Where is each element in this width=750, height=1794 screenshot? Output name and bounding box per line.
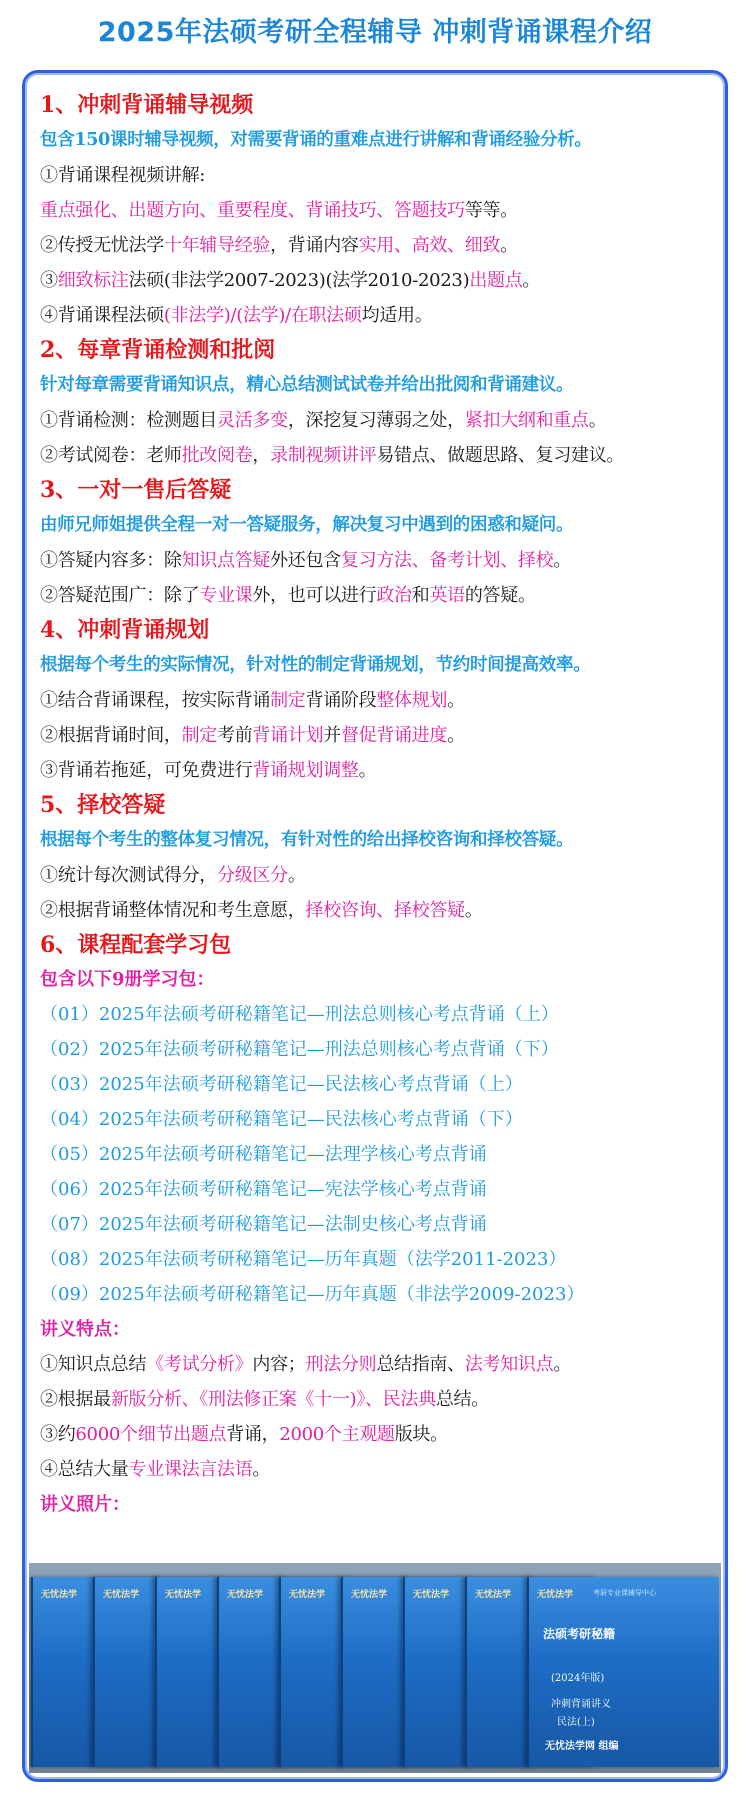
cover-logo: 无忧法学 [103, 1590, 140, 1600]
highlight-text: 知识点答疑 [181, 550, 271, 571]
line-text: 。 [464, 900, 483, 921]
highlight-text: 灵活多变 [217, 410, 288, 431]
line-text: 内容； [252, 1354, 306, 1375]
section-subtitle: 包含150课时辅导视频，对需要背诵的重难点进行讲解和背诵经验分析。 [40, 130, 592, 150]
line-text: 并 [323, 725, 341, 746]
section-line [40, 193, 730, 228]
line-text: 等等。 [464, 200, 518, 221]
line-text: 和 [411, 585, 430, 606]
highlight-text: 细致标注 [57, 270, 129, 291]
line-text: ①背诵检测：检测题目 [40, 410, 217, 431]
section-line [40, 893, 730, 928]
line-text: ③约 [40, 1424, 76, 1445]
highlight-text: 督促背诵进度 [340, 725, 448, 746]
section-title: 3、一对一售后答疑 [40, 477, 232, 503]
section-title: 4、冲刺背诵规划 [40, 617, 210, 643]
section-line [40, 543, 730, 578]
line-text: 。 [553, 550, 572, 571]
section-subtitle: 根据每个考生的实际情况，针对性的制定背诵规划，节约时间提高效率。 [40, 655, 591, 675]
section-line [40, 403, 730, 438]
section-title: 5、择校答疑 [40, 792, 166, 818]
highlight-text: 分级区分 [217, 865, 288, 886]
line-text: ②答疑范围广：除了 [40, 585, 200, 606]
book-item: （04）2025年法硕考研秘籍笔记—民法核心考点背诵（下） [40, 1109, 523, 1130]
line-text: ④背诵课程法硕 [40, 305, 164, 326]
highlight-text: 整体规划 [376, 690, 448, 711]
package-intro: 包含以下9册学习包： [40, 969, 215, 990]
feature-line [40, 1347, 730, 1382]
book-item: （03）2025年法硕考研秘籍笔记—民法核心考点背诵（上） [40, 1074, 523, 1095]
line-text: 考前 [217, 725, 253, 746]
section-line [40, 228, 730, 263]
highlight-text: 批改阅卷 [181, 445, 253, 466]
book-item: （08）2025年法硕考研秘籍笔记—历年真题（法学2011-2023） [40, 1249, 567, 1270]
line-text: ③背诵若拖延，可免费进行 [40, 760, 253, 781]
line-text: 总结。 [435, 1389, 489, 1410]
line-text: 版块。 [394, 1424, 448, 1445]
line-text: 外，也可以进行 [252, 585, 377, 606]
page-title: 2025年法硕考研全程辅导 冲刺背诵课程介绍 [97, 17, 653, 48]
line-text: 。 [358, 760, 377, 781]
highlight-text: (非法学)/(法学)/在职法硕 [163, 305, 362, 326]
cover-volume: 民法(上) [557, 1717, 595, 1728]
cover-logo: 无忧法学 [41, 1590, 78, 1600]
cover-logo: 无忧法学 [227, 1590, 264, 1600]
highlight-text: 紧扣大纲和重点 [464, 410, 589, 431]
line-text: 。 [447, 690, 465, 711]
section-title: 2、每章背诵检测和批阅 [40, 337, 276, 363]
line-text: 。 [252, 1459, 271, 1480]
cover-edition: (2024年版) [551, 1673, 605, 1684]
handout-photo [29, 1563, 721, 1773]
section-line [40, 298, 730, 333]
line-text: 的答疑。 [464, 585, 536, 606]
cover-title: 法硕考研秘籍 [543, 1627, 616, 1641]
highlight-text: 刑法分则 [305, 1354, 377, 1375]
line-text: ④总结大量 [40, 1459, 129, 1480]
line-text: 。 [522, 270, 541, 291]
line-text: 背诵阶段 [305, 690, 377, 711]
photo-title: 讲义照片： [40, 1494, 130, 1515]
section-title: 6、课程配套学习包 [40, 932, 232, 958]
line-text: 法硕(非法学2007-2023)(法学2010-2023) [128, 270, 470, 291]
section-line [40, 438, 730, 473]
line-text: ②考试阅卷：老师 [40, 445, 182, 466]
highlight-text: 6000个细节出题点 [75, 1424, 227, 1445]
line-text: 。 [500, 235, 518, 256]
cover-logo: 无忧法学 [165, 1590, 202, 1600]
book-item: （07）2025年法硕考研秘籍笔记—法制史核心考点背诵 [40, 1214, 487, 1235]
highlight-text: 出题点 [469, 270, 523, 291]
feature-line [40, 1382, 730, 1417]
line-text: 背诵， [226, 1424, 280, 1445]
line-text: 。 [287, 865, 306, 886]
content [40, 88, 730, 1522]
line-text: ， [252, 445, 271, 466]
section-line [40, 858, 730, 893]
highlight-text: 制定 [270, 690, 306, 711]
line-text: 外还包含 [270, 550, 341, 571]
highlight-text: 背诵计划 [252, 725, 324, 746]
section-title: 1、冲刺背诵辅导视频 [40, 92, 254, 118]
highlight-text: 法考知识点 [464, 1354, 554, 1375]
line-text: ①知识点总结 [40, 1354, 147, 1375]
highlight-text: 新版分析、《刑法修正案《十一)》、民法典 [110, 1389, 436, 1410]
line-text: 。 [447, 725, 465, 746]
section-line [40, 263, 730, 298]
book-cover [527, 1577, 719, 1767]
cover-logo: 无忧法学 [537, 1590, 574, 1600]
cover-org: 考研专业课辅导中心 [593, 1589, 656, 1597]
cover-logo: 无忧法学 [289, 1590, 326, 1600]
line-text: ，深挖复习薄弱之处， [287, 410, 465, 431]
line-text: ②根据背诵时间， [40, 725, 182, 746]
highlight-text: 重点强化、出题方向、重要程度、背诵技巧、答题技巧 [40, 200, 465, 221]
highlight-text: 背诵规划调整 [252, 760, 359, 781]
section-line [40, 578, 730, 613]
section-line [40, 718, 730, 753]
highlight-text: 政治 [376, 585, 412, 606]
line-text: ①统计每次测试得分， [40, 865, 217, 886]
line-text: ①背诵课程视频讲解: [40, 165, 206, 186]
highlight-text: 择校咨询、择校答疑 [305, 900, 465, 921]
highlight-text: 专业课 [199, 585, 253, 606]
book-item: （06）2025年法硕考研秘籍笔记—宪法学核心考点背诵 [40, 1179, 487, 1200]
highlight-text: 实用、高效、细致 [358, 235, 501, 256]
line-text: 总结指南、 [376, 1354, 465, 1375]
line-text: ③ [40, 270, 58, 291]
highlight-text: 专业课法言法语 [128, 1459, 253, 1480]
line-text: 均适用。 [361, 305, 433, 326]
book-item: （05）2025年法硕考研秘籍笔记—法理学核心考点背诵 [40, 1144, 487, 1165]
cover-logo: 无忧法学 [475, 1590, 512, 1600]
section-subtitle: 由师兄师姐提供全程一对一答疑服务，解决复习中遇到的困惑和疑问。 [40, 515, 574, 535]
cover-subtitle: 冲刺背诵讲义 [551, 1699, 611, 1710]
section-line [40, 753, 730, 788]
highlight-text: 2000个主观题 [279, 1424, 395, 1445]
book-item: （02）2025年法硕考研秘籍笔记—刑法总则核心考点背诵（下） [40, 1039, 559, 1060]
line-text: ①结合背诵课程，按实际背诵 [40, 690, 271, 711]
book-item: （09）2025年法硕考研秘籍笔记—历年真题（非法学2009-2023） [40, 1284, 585, 1305]
cover-logo: 无忧法学 [413, 1590, 450, 1600]
section-subtitle: 根据每个考生的整体复习情况，有针对性的给出择校咨询和择校答疑。 [40, 830, 574, 850]
feature-line [40, 1452, 730, 1487]
line-text: 易错点、做题思路、复习建议。 [376, 445, 625, 466]
feature-line [40, 1417, 730, 1452]
section-line [40, 683, 730, 718]
line-text: 。 [553, 1354, 572, 1375]
highlight-text: 制定 [181, 725, 218, 746]
line-text: ②根据背诵整体情况和考生意愿， [40, 900, 306, 921]
line-text: ①答疑内容多：除 [40, 550, 182, 571]
features-title: 讲义特点： [40, 1319, 130, 1340]
line-text: ②传授无忧法学 [40, 235, 164, 256]
cover-logo: 无忧法学 [351, 1590, 388, 1600]
highlight-text: 《考试分析》 [146, 1354, 253, 1375]
book-item: （01）2025年法硕考研秘籍笔记—刑法总则核心考点背诵（上） [40, 1004, 559, 1025]
cover-publisher: 无忧法学网 组编 [545, 1741, 619, 1752]
line-text: 。 [588, 410, 607, 431]
section-subtitle: 针对每章需要背诵知识点，精心总结测试试卷并给出批阅和背诵建议。 [40, 375, 574, 395]
highlight-text: 十年辅导经验 [163, 235, 271, 256]
line-text: ②根据最 [40, 1389, 111, 1410]
section-line [40, 158, 730, 193]
highlight-text: 录制视频讲评 [270, 445, 377, 466]
line-text: ，背诵内容 [270, 235, 359, 256]
highlight-text: 英语 [429, 585, 465, 606]
highlight-text: 复习方法、备考计划、择校 [340, 550, 554, 571]
